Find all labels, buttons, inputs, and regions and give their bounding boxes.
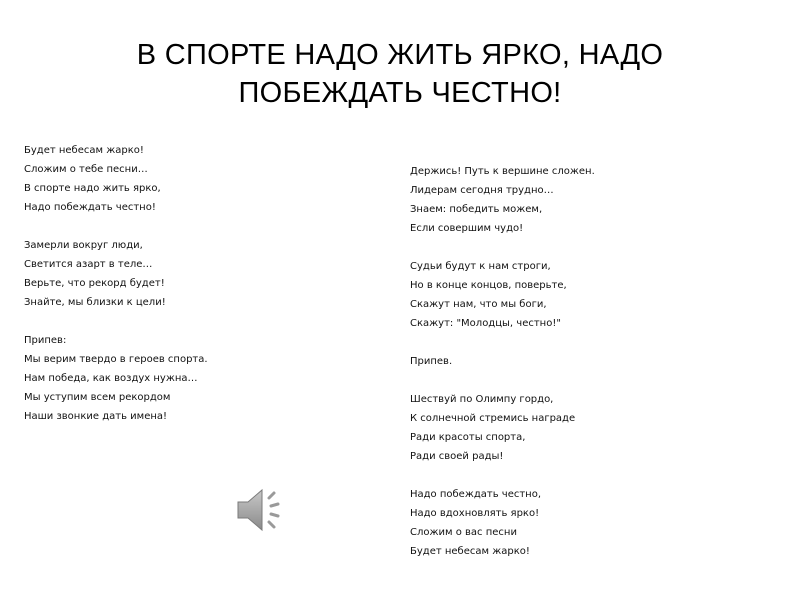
lyric-line: Скажут: "Молодцы, честно!" <box>410 318 561 329</box>
lyric-line: Но в конце концов, поверьте, <box>410 280 567 291</box>
right-stanza <box>410 257 595 333</box>
lyrics-right-column <box>410 162 595 561</box>
right-stanza <box>410 390 595 466</box>
lyric-line: Наши звонкие дать имена! <box>24 411 168 422</box>
slide-title <box>60 36 740 112</box>
title-line-1: В СПОРТЕ НАДО ЖИТЬ ЯРКО, НАДО <box>136 39 664 71</box>
lyric-line: Припев. <box>410 356 453 367</box>
lyric-line: Надо побеждать честно! <box>24 202 156 213</box>
lyrics-left-column <box>24 141 208 426</box>
lyric-line: Надо побеждать честно, <box>410 489 542 500</box>
lyric-line: В спорте надо жить ярко, <box>24 183 161 194</box>
lyric-line: Сложим о тебе песни… <box>24 164 148 175</box>
lyric-line: Замерли вокруг люди, <box>24 240 143 251</box>
lyric-line: Лидерам сегодня трудно… <box>410 185 554 196</box>
lyric-line: Ради своей рады! <box>410 451 504 462</box>
left-stanza <box>24 331 208 426</box>
lyric-line: Если совершим чудо! <box>410 223 524 234</box>
lyric-line: Будет небесам жарко! <box>24 145 144 156</box>
lyric-line: Светится азарт в теле… <box>24 259 153 270</box>
lyric-line: К солнечной стремись награде <box>410 413 576 424</box>
lyric-line: Шествуй по Олимпу гордо, <box>410 394 554 405</box>
lyric-line: Сложим о вас песни <box>410 527 517 538</box>
lyric-line: Мы уступим всем рекордом <box>24 392 171 403</box>
right-stanza <box>410 485 595 561</box>
lyric-line: Судьи будут к нам строги, <box>410 261 551 272</box>
lyric-line: Держись! Путь к вершине сложен. <box>410 166 595 177</box>
lyric-line: Знайте, мы близки к цели! <box>24 297 166 308</box>
lyric-line: Скажут нам, что мы боги, <box>410 299 547 310</box>
right-stanza <box>410 352 595 371</box>
lyric-line: Знаем: победить можем, <box>410 204 543 215</box>
lyric-line: Нам победа, как воздух нужна… <box>24 373 198 384</box>
title-line-2: ПОБЕЖДАТЬ ЧЕСТНО! <box>238 77 562 109</box>
speaker-icon[interactable] <box>234 484 294 536</box>
lyric-line: Верьте, что рекорд будет! <box>24 278 165 289</box>
lyric-line: Надо вдохновлять ярко! <box>410 508 540 519</box>
lyric-line: Припев: <box>24 335 67 346</box>
right-stanza <box>410 162 595 238</box>
left-stanza <box>24 236 208 312</box>
left-stanza <box>24 141 208 217</box>
lyric-line: Мы верим твердо в героев спорта. <box>24 354 208 365</box>
lyric-line: Будет небесам жарко! <box>410 546 530 557</box>
lyric-line: Ради красоты спорта, <box>410 432 526 443</box>
